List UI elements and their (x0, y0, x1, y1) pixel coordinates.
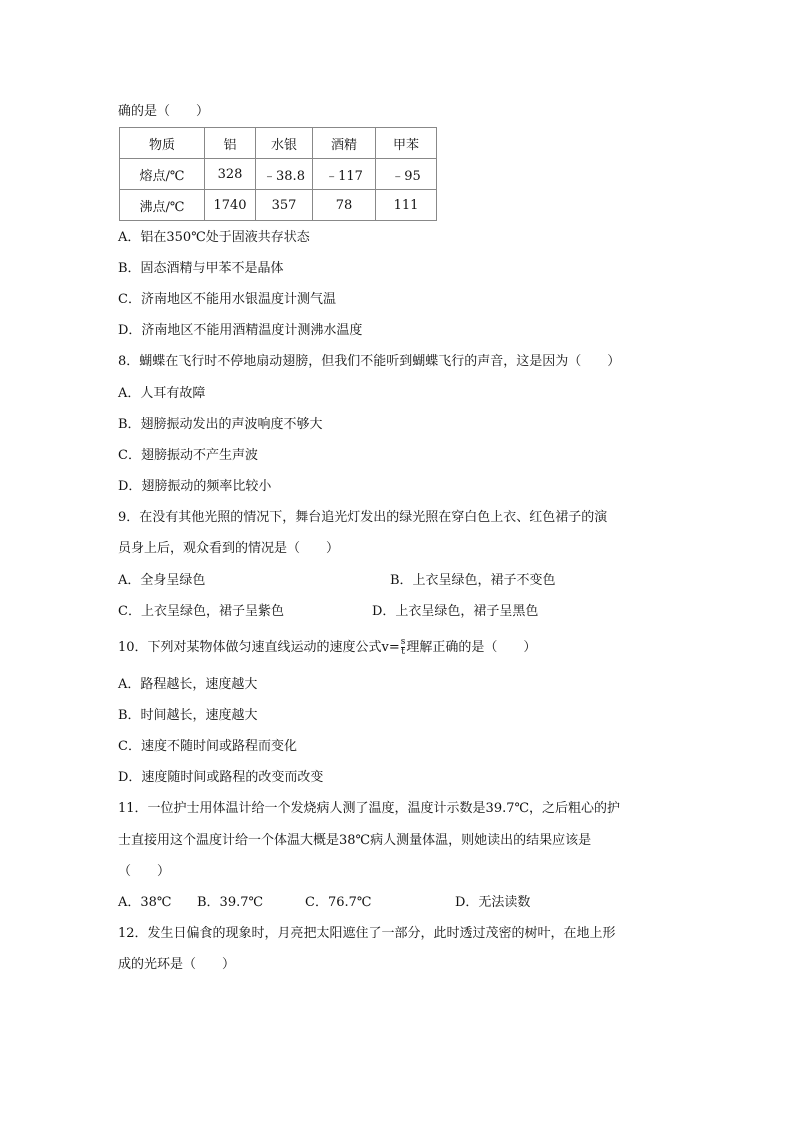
q10-option-d: D．速度随时间或路程的改变而改变 (118, 770, 324, 785)
table-cell: 酒精 (313, 128, 376, 159)
table-cell: ﹣95 (376, 159, 437, 190)
q10-option-c: C．速度不随时间或路程而变化 (118, 739, 297, 754)
substance-properties-table (119, 127, 437, 221)
q11-stem-line2: 士直接用这个温度计给一个体温大概是38℃病人测量体温，则她读出的结果应该是 (118, 833, 592, 848)
q7-option-b: B．固态酒精与甲苯不是晶体 (118, 261, 284, 276)
table-cell: 熔点/℃ (120, 159, 205, 190)
q7-stem-tail: 确的是（ ） (118, 104, 210, 119)
q8-stem: 8．蝴蝶在飞行时不停地扇动翅膀，但我们不能听到蝴蝶飞行的声音，这是因为（ ） (118, 354, 621, 369)
q9-option-c: C．上衣呈绿色，裙子呈紫色 (118, 604, 284, 619)
table-row (120, 159, 437, 190)
table-cell: 328 (205, 159, 256, 190)
q8-option-a: A．人耳有故障 (118, 386, 206, 401)
q10-stem-after: 理解正确的是（ ） (406, 640, 537, 655)
table-cell: 111 (376, 190, 437, 221)
q11-option-c: C．76.7℃ (305, 895, 372, 910)
q8-option-b: B．翅膀振动发出的声波响度不够大 (118, 417, 323, 432)
table-cell: 铝 (205, 128, 256, 159)
q7-option-c: C．济南地区不能用水银温度计测气温 (118, 292, 336, 307)
q11-option-d: D．无法读数 (455, 895, 531, 910)
table-cell: 沸点/℃ (120, 190, 205, 221)
q9-stem-line1: 9．在没有其他光照的情况下，舞台追光灯发出的绿光照在穿白色上衣、红色裙子的演 (118, 510, 608, 525)
q10-option-b: B．时间越长，速度越大 (118, 708, 258, 723)
table-header-row (120, 128, 437, 159)
q7-option-a: A．铝在350℃处于固液共存状态 (118, 230, 310, 245)
speed-formula-fraction (401, 638, 406, 657)
q9-option-b: B．上衣呈绿色，裙子不变色 (390, 573, 556, 588)
table-cell: 水银 (256, 128, 313, 159)
table-cell: 357 (256, 190, 313, 221)
table-cell: ﹣117 (313, 159, 376, 190)
q10-stem-before: 10．下列对某物体做匀速直线运动的速度公式v= (118, 640, 400, 655)
q12-stem-line1: 12．发生日偏食的现象时，月亮把太阳遮住了一部分，此时透过茂密的树叶，在地上形 (118, 926, 616, 941)
q11-stem-line1: 11．一位护士用体温计给一个发烧病人测了温度，温度计示数是39.7℃，之后粗心的护 (118, 801, 621, 816)
table-cell: 物质 (120, 128, 205, 159)
q7-option-d: D．济南地区不能用酒精温度计测沸水温度 (118, 323, 363, 338)
q9-stem-line2: 员身上后，观众看到的情况是（ ） (118, 541, 340, 556)
q9-option-a: A．全身呈绿色 (118, 573, 206, 588)
table-row (120, 190, 437, 221)
q11-option-a: A．38℃ (118, 895, 172, 910)
q10-stem (118, 638, 536, 657)
q11-option-b: B．39.7℃ (197, 895, 264, 910)
q10-option-a: A．路程越长，速度越大 (118, 677, 258, 692)
q12-stem-line2: 成的光环是（ ） (118, 957, 236, 972)
q9-option-d: D．上衣呈绿色，裙子呈黑色 (372, 604, 539, 619)
table-cell: ﹣38.8 (256, 159, 313, 190)
fraction-numerator: s (400, 637, 406, 647)
table-cell: 1740 (205, 190, 256, 221)
q11-stem-line3: （ ） (118, 864, 171, 879)
q8-option-d: D．翅膀振动的频率比较小 (118, 479, 272, 494)
fraction-denominator: t (401, 647, 405, 657)
table-cell: 甲苯 (376, 128, 437, 159)
table-cell: 78 (313, 190, 376, 221)
q8-option-c: C．翅膀振动不产生声波 (118, 448, 258, 463)
